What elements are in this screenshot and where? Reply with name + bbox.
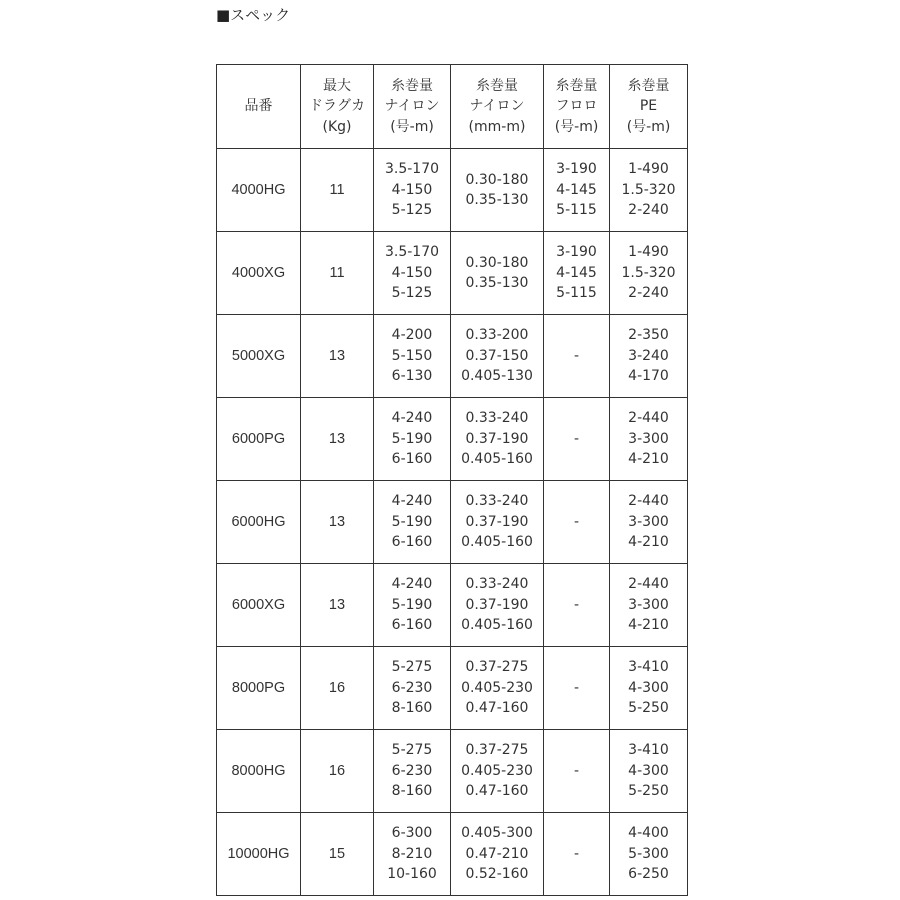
cell-nylon-go xyxy=(374,813,451,896)
cell-line: 1-490 xyxy=(628,244,669,261)
cell-line: 6-230 xyxy=(391,679,433,696)
cell-line: - xyxy=(573,513,580,530)
cell-line: 3-190 xyxy=(556,161,597,178)
cell-fluoro xyxy=(544,647,610,730)
table-row xyxy=(217,315,688,398)
header-nylon-mm: 糸巻量 ナイロン (mm-m) xyxy=(451,65,544,149)
cell-fluoro xyxy=(544,813,610,896)
cell-line: 4-300 xyxy=(628,762,669,779)
section-heading: ■スペック xyxy=(216,6,291,24)
cell-pe xyxy=(610,647,688,730)
cell-line: 4-300 xyxy=(628,679,669,696)
cell-line: 5-250 xyxy=(628,700,669,717)
cell-line: 5-275 xyxy=(391,659,433,676)
cell-max-drag: 11 xyxy=(301,232,374,315)
cell-line: 3-240 xyxy=(628,347,669,364)
cell-nylon-go xyxy=(374,647,451,730)
header-pe: 糸巻量 PE (号-m) xyxy=(610,65,688,149)
cell-model: 6000PG xyxy=(217,398,301,481)
cell-line: 3.5-170 xyxy=(384,244,440,261)
cell-line: 1-490 xyxy=(628,161,669,178)
cell-line: 4-145 xyxy=(556,264,597,281)
cell-line: 0.30-180 xyxy=(465,171,529,188)
cell-max-drag: 11 xyxy=(301,149,374,232)
cell-line: 4-210 xyxy=(628,617,669,634)
cell-nylon-mm xyxy=(451,315,544,398)
cell-model: 4000HG xyxy=(217,149,301,232)
header-max-drag: 最大 ドラグカ (Kg) xyxy=(301,65,374,149)
cell-line: 0.37-190 xyxy=(465,513,529,530)
cell-line: 3-300 xyxy=(628,513,669,530)
cell-line: 4-200 xyxy=(391,327,433,344)
cell-line: 0.37-275 xyxy=(465,742,529,759)
cell-line: 0.37-275 xyxy=(465,659,529,676)
cell-line: 4-150 xyxy=(391,181,433,198)
cell-line: - xyxy=(573,596,580,613)
cell-line: 0.405-230 xyxy=(461,762,533,779)
table-row xyxy=(217,730,688,813)
cell-nylon-go xyxy=(374,730,451,813)
header-model: 品番 xyxy=(217,65,301,149)
cell-max-drag: 16 xyxy=(301,730,374,813)
cell-max-drag: 16 xyxy=(301,647,374,730)
cell-line: 2-240 xyxy=(628,202,669,219)
cell-nylon-mm xyxy=(451,149,544,232)
cell-line: 5-125 xyxy=(391,285,433,302)
cell-line: 3-410 xyxy=(628,659,669,676)
header-nylon-go: 糸巻量 ナイロン (号-m) xyxy=(374,65,451,149)
cell-line: 6-250 xyxy=(628,866,669,883)
cell-nylon-go xyxy=(374,481,451,564)
cell-line: 2-240 xyxy=(628,285,669,302)
cell-line: 1.5-320 xyxy=(621,181,676,198)
cell-line: 0.52-160 xyxy=(465,866,529,883)
cell-line: - xyxy=(573,762,580,779)
cell-line: 6-300 xyxy=(391,825,433,842)
cell-line: 6-160 xyxy=(391,534,433,551)
cell-nylon-go xyxy=(374,398,451,481)
cell-line: 8-210 xyxy=(391,845,433,862)
cell-nylon-go xyxy=(374,315,451,398)
table-row xyxy=(217,564,688,647)
cell-nylon-go xyxy=(374,149,451,232)
cell-fluoro xyxy=(544,481,610,564)
cell-line: 5-190 xyxy=(391,430,433,447)
cell-line: 6-130 xyxy=(391,368,433,385)
cell-fluoro xyxy=(544,730,610,813)
cell-pe xyxy=(610,315,688,398)
cell-line: 6-160 xyxy=(391,617,433,634)
cell-line: 4-145 xyxy=(556,181,597,198)
cell-nylon-mm xyxy=(451,647,544,730)
cell-max-drag: 13 xyxy=(301,315,374,398)
cell-nylon-mm xyxy=(451,564,544,647)
cell-line: 4-240 xyxy=(391,576,433,593)
cell-fluoro xyxy=(544,398,610,481)
cell-nylon-go xyxy=(374,232,451,315)
cell-line: 0.47-210 xyxy=(465,845,529,862)
cell-line: 3-190 xyxy=(556,244,597,261)
cell-pe xyxy=(610,149,688,232)
spec-table-header-row xyxy=(217,65,688,149)
cell-line: 0.405-230 xyxy=(461,679,533,696)
cell-pe xyxy=(610,481,688,564)
cell-line: 5-125 xyxy=(391,202,433,219)
cell-line: 0.33-240 xyxy=(465,410,529,427)
cell-line: 0.33-200 xyxy=(465,327,529,344)
cell-line: 0.37-190 xyxy=(465,596,529,613)
table-row xyxy=(217,232,688,315)
cell-line: 0.35-130 xyxy=(465,275,529,291)
cell-pe xyxy=(610,232,688,315)
cell-line: 5-275 xyxy=(391,742,433,759)
cell-pe xyxy=(610,398,688,481)
cell-line: 5-190 xyxy=(391,596,433,613)
cell-max-drag: 13 xyxy=(301,398,374,481)
cell-max-drag: 13 xyxy=(301,564,374,647)
cell-line: 1.5-320 xyxy=(621,264,676,281)
table-row xyxy=(217,481,688,564)
cell-line: 6-230 xyxy=(391,762,433,779)
cell-fluoro xyxy=(544,232,610,315)
cell-line: 0.37-190 xyxy=(465,430,529,447)
cell-line: - xyxy=(573,430,580,447)
cell-line: 0.405-160 xyxy=(461,451,533,468)
cell-nylon-mm xyxy=(451,232,544,315)
cell-line: 4-210 xyxy=(628,534,669,551)
cell-model: 8000HG xyxy=(217,730,301,813)
cell-line: 4-400 xyxy=(628,825,669,842)
cell-line: 3-300 xyxy=(628,596,669,613)
cell-line: 5-190 xyxy=(391,513,433,530)
cell-pe xyxy=(610,564,688,647)
cell-fluoro xyxy=(544,149,610,232)
cell-line: - xyxy=(573,347,580,364)
cell-line: 0.33-240 xyxy=(465,576,529,593)
cell-line: 0.47-160 xyxy=(465,783,529,800)
cell-line: 5-150 xyxy=(391,347,433,364)
header-fluoro: 糸巻量 フロロ (号-m) xyxy=(544,65,610,149)
cell-line: 10-160 xyxy=(387,866,437,883)
cell-nylon-mm xyxy=(451,813,544,896)
cell-model: 8000PG xyxy=(217,647,301,730)
cell-line: 2-440 xyxy=(628,493,669,510)
cell-nylon-mm xyxy=(451,398,544,481)
cell-model: 4000XG xyxy=(217,232,301,315)
cell-line: 0.405-160 xyxy=(461,534,533,551)
cell-line: 8-160 xyxy=(391,783,433,800)
table-row xyxy=(217,149,688,232)
cell-line: 3.5-170 xyxy=(384,161,440,178)
table-row xyxy=(217,813,688,896)
cell-nylon-mm xyxy=(451,730,544,813)
cell-line: 4-210 xyxy=(628,451,669,468)
cell-line: 0.405-130 xyxy=(461,368,533,385)
cell-line: 2-440 xyxy=(628,576,669,593)
cell-line: 0.35-130 xyxy=(465,192,529,208)
cell-pe xyxy=(610,730,688,813)
cell-max-drag: 13 xyxy=(301,481,374,564)
cell-line: 5-115 xyxy=(556,285,597,302)
cell-fluoro xyxy=(544,564,610,647)
cell-model: 6000XG xyxy=(217,564,301,647)
cell-line: 0.405-300 xyxy=(461,825,533,842)
table-row xyxy=(217,647,688,730)
spec-table xyxy=(216,64,688,896)
cell-line: - xyxy=(573,679,580,696)
cell-line: 2-440 xyxy=(628,410,669,427)
cell-line: 0.405-160 xyxy=(461,617,533,634)
cell-line: 2-350 xyxy=(628,327,669,344)
cell-line: 6-160 xyxy=(391,451,433,468)
cell-line: 5-115 xyxy=(556,202,597,219)
cell-model: 5000XG xyxy=(217,315,301,398)
cell-nylon-go xyxy=(374,564,451,647)
cell-max-drag: 15 xyxy=(301,813,374,896)
cell-nylon-mm xyxy=(451,481,544,564)
cell-line: 4-240 xyxy=(391,410,433,427)
cell-line: 3-300 xyxy=(628,430,669,447)
cell-line: 0.30-180 xyxy=(465,254,529,271)
cell-line: 4-170 xyxy=(628,368,669,385)
cell-line: 0.37-150 xyxy=(465,347,529,364)
cell-fluoro xyxy=(544,315,610,398)
cell-line: 8-160 xyxy=(391,700,433,717)
cell-pe xyxy=(610,813,688,896)
spec-table-body xyxy=(217,149,688,896)
cell-line: - xyxy=(573,845,580,862)
cell-model: 10000HG xyxy=(217,813,301,896)
cell-line: 0.33-240 xyxy=(465,493,529,510)
cell-line: 3-410 xyxy=(628,742,669,759)
cell-line: 4-150 xyxy=(391,264,433,281)
cell-line: 4-240 xyxy=(391,493,433,510)
table-row xyxy=(217,398,688,481)
cell-model: 6000HG xyxy=(217,481,301,564)
cell-line: 5-250 xyxy=(628,783,669,800)
cell-line: 5-300 xyxy=(628,845,669,862)
cell-line: 0.47-160 xyxy=(465,700,529,717)
